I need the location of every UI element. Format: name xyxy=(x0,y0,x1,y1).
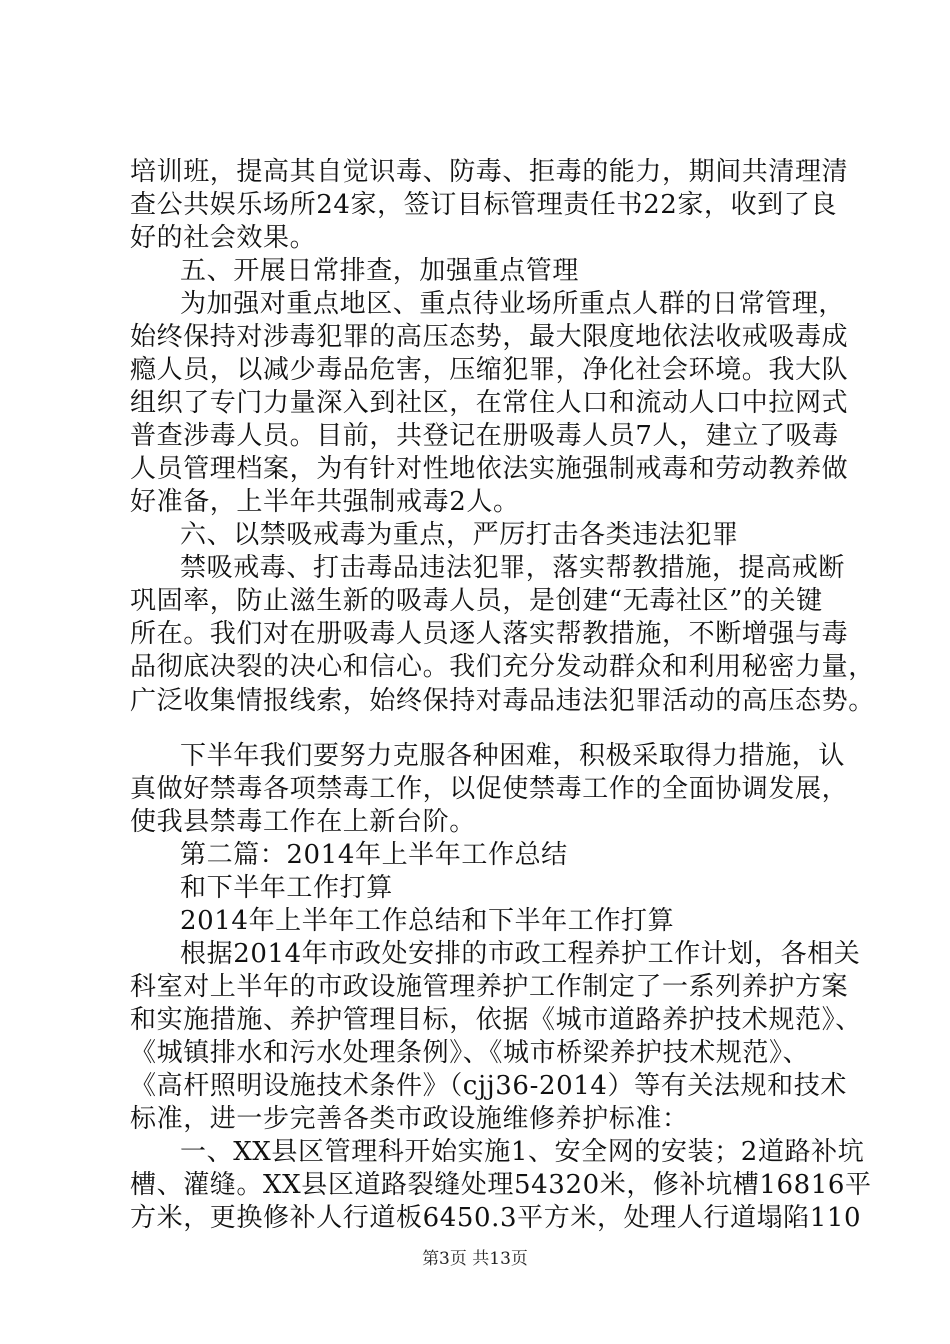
paragraph-line: 下半年我们要努力克服各种困难，积极采取得力措施，认 xyxy=(180,741,846,771)
chapter-heading: 和下半年工作打算 xyxy=(180,873,393,903)
paragraph-line: 《高杆照明设施技术条件》（cjj36-2014）等有关法规和技术 xyxy=(130,1071,847,1101)
paragraph-line: 和实施措施、养护管理目标，依据《城市道路养护技术规范》、 xyxy=(130,1005,862,1035)
paragraph-line: 根据2014年市政处安排的市政工程养护工作计划，各相关 xyxy=(180,939,861,969)
paragraph-line: 人员管理档案，为有针对性地依法实施强制戒毒和劳动教养做 xyxy=(130,454,849,484)
section-heading: 六、以禁吸戒毒为重点，严厉打击各类违法犯罪 xyxy=(180,520,739,550)
paragraph-line: 广泛收集情报线索，始终保持对毒品违法犯罪活动的高压态势。 xyxy=(130,686,875,716)
paragraph-line: 《城镇排水和污水处理条例》、《城市桥梁养护技术规范》、 xyxy=(130,1038,810,1068)
paragraph-line: 普查涉毒人员。目前，共登记在册吸毒人员7人，建立了吸毒 xyxy=(130,421,839,451)
paragraph-line: 好准备，上半年共强制戒毒2人。 xyxy=(130,487,520,517)
chapter-title: 2014年上半年工作总结和下半年工作打算 xyxy=(180,906,675,936)
paragraph-line: 组织了专门力量深入到社区，在常住人口和流动人口中拉网式 xyxy=(130,388,849,418)
paragraph-line: 标准，进一步完善各类市政设施维修养护标准： xyxy=(130,1104,689,1134)
paragraph-line: 瘾人员，以减少毒品危害，压缩犯罪，净化社会环境。我大队 xyxy=(130,355,849,385)
paragraph-line: 槽、灌缝。XX县区道路裂缝处理54320米，修补坑槽16816平 xyxy=(130,1170,872,1200)
paragraph-line: 始终保持对涉毒犯罪的高压态势，最大限度地依法收戒吸毒成 xyxy=(130,322,849,352)
paragraph-line: 为加强对重点地区、重点待业场所重点人群的日常管理， xyxy=(180,289,846,319)
paragraph-line: 禁吸戒毒、打击毒品违法犯罪，落实帮教措施，提高戒断 xyxy=(180,553,846,583)
paragraph-line: 真做好禁毒各项禁毒工作，以促使禁毒工作的全面协调发展， xyxy=(130,774,849,804)
paragraph-line: 科室对上半年的市政设施管理养护工作制定了一系列养护方案 xyxy=(130,972,849,1002)
paragraph-line: 所在。我们对在册吸毒人员逐人落实帮教措施，不断增强与毒 xyxy=(130,619,849,649)
page-number-footer: 第3页 共13页 xyxy=(422,1249,528,1269)
paragraph-line: 方米，更换修补人行道板6450.3平方米，处理人行道塌陷110 xyxy=(130,1203,862,1233)
paragraph-line: 培训班，提高其自觉识毒、防毒、拒毒的能力，期间共清理清 xyxy=(130,157,849,187)
paragraph-line: 一、XX县区管理科开始实施1、安全网的安装；2道路补坑 xyxy=(180,1137,865,1167)
paragraph-line: 品彻底决裂的决心和信心。我们充分发动群众和利用秘密力量， xyxy=(130,652,875,682)
paragraph-line: 使我县禁毒工作在上新台阶。 xyxy=(130,807,476,837)
paragraph-line: 查公共娱乐场所24家，签订目标管理责任书22家，收到了良 xyxy=(130,190,837,220)
chapter-heading: 第二篇：2014年上半年工作总结 xyxy=(180,840,568,870)
paragraph-line: 巩固率，防止滋生新的吸毒人员，是创建“无毒社区”的关键 xyxy=(130,586,823,616)
section-heading: 五、开展日常排查，加强重点管理 xyxy=(180,256,580,286)
paragraph-line: 好的社会效果。 xyxy=(130,223,317,253)
